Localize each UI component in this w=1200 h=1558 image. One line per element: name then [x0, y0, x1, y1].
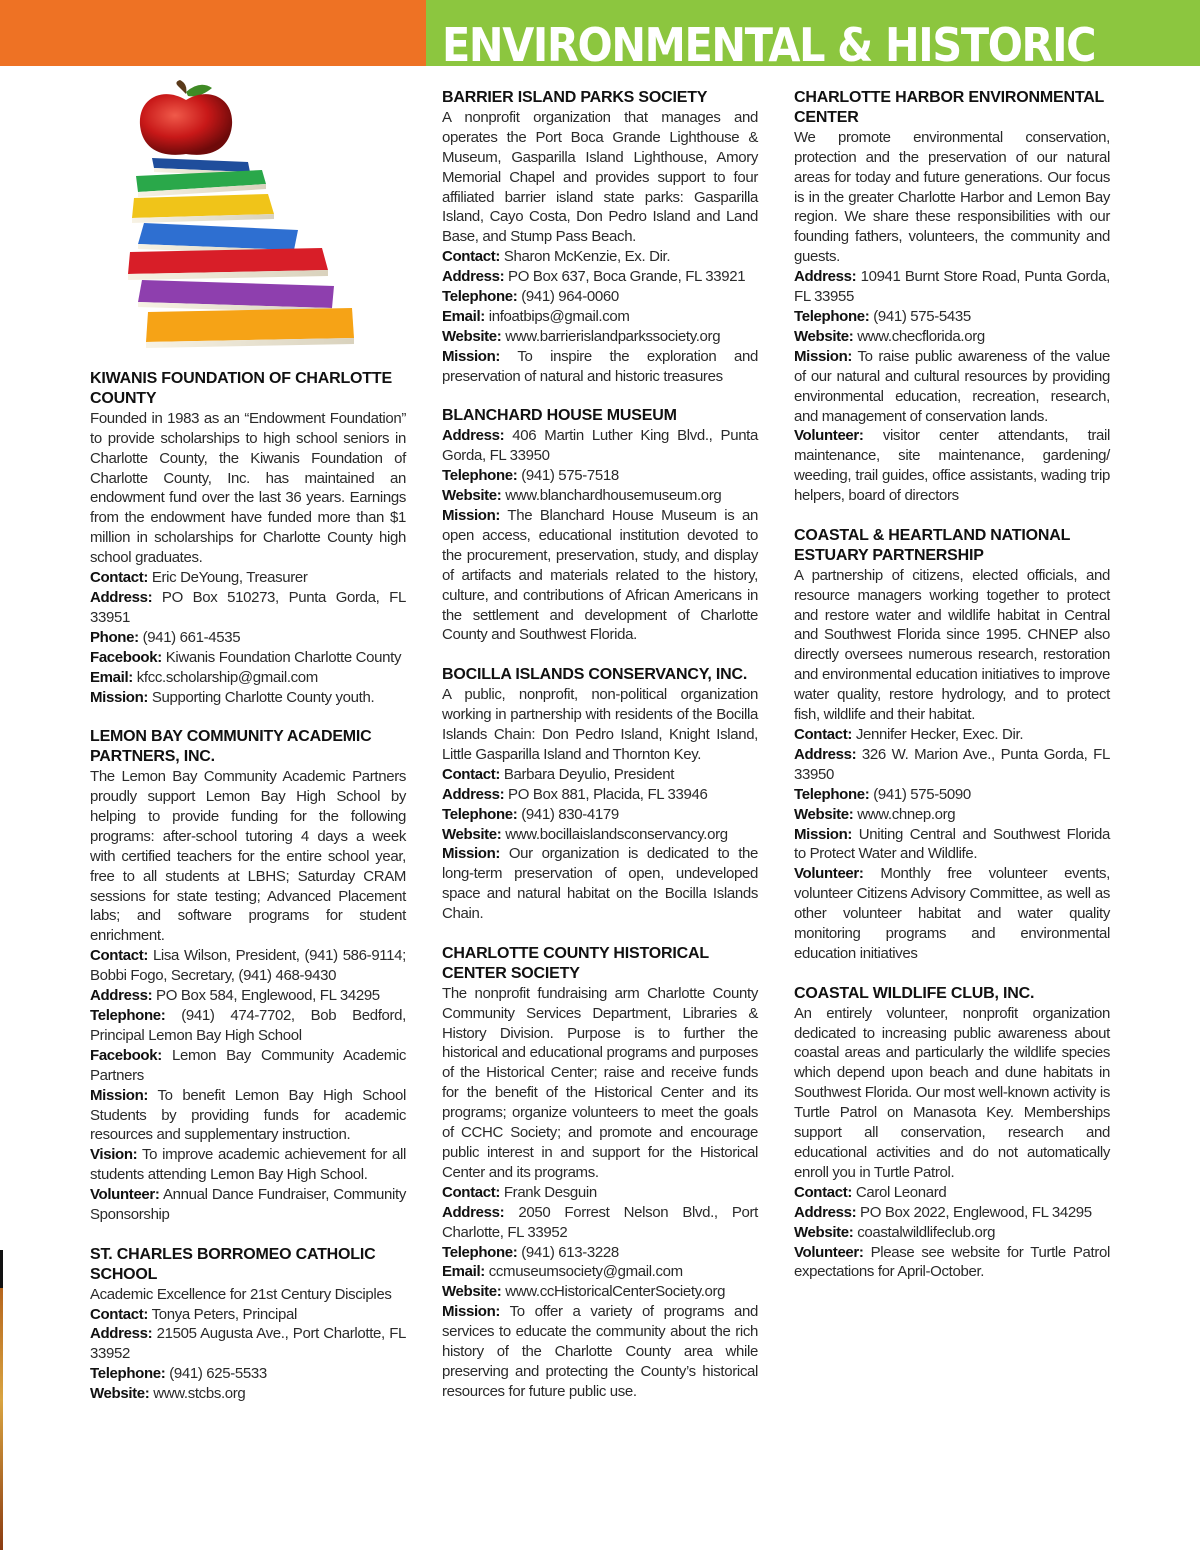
org-volunteer: Volunteer: Annual Dance Fundraiser, Community Sponsorship: [90, 1186, 406, 1224]
org-entry-chec: [794, 88, 1110, 506]
column-left: [90, 369, 406, 1424]
column-middle: [442, 88, 758, 1422]
org-contact: Contact: Tonya Peters, Principal: [90, 1305, 297, 1323]
header-band-orange: [0, 0, 426, 66]
org-title: LEMON BAY COMMUNITY ACADEMIC PARTNERS, INC.: [90, 728, 372, 766]
org-volunteer: Volunteer: visitor center attendants, trail maintenance, site maintenance, gardening/ weeding, trail guides, office assistants, wading trip helpers, board of directors: [794, 427, 1110, 505]
org-telephone: Telephone: (941) 964-0060: [442, 288, 619, 306]
org-description: A partnership of citizens, elected officials, and resource managers working together to protect and restore water and wildlife habitat in Central and Southwest Florida since 1995. CHNEP also directly oversees numerous research, restoration and environmental education initiatives to improve water quality, restore hydrology, and to protect fish, wildlife and their habitat.: [794, 566, 1110, 724]
org-title: BLANCHARD HOUSE MUSEUM: [442, 407, 677, 425]
org-telephone: Telephone: (941) 613-3228: [442, 1243, 619, 1261]
org-entry-coastal-wildlife: [794, 984, 1110, 1283]
org-facebook: Facebook: Kiwanis Foundation Charlotte County: [90, 648, 402, 666]
org-website: Website: www.checflorida.org: [794, 327, 985, 345]
org-address: Address: 21505 Augusta Ave., Port Charlotte, FL 33952: [90, 1325, 407, 1363]
org-entry-st-charles: [90, 1245, 406, 1404]
org-mission: Mission: Our organization is dedicated to the long-term preservation of open, undeveloped space and natural habitat on the Bocilla Islands Chain.: [442, 845, 758, 923]
org-contact: Contact: Eric DeYoung, Treasurer: [90, 569, 308, 587]
org-title: CHARLOTTE HARBOR ENVIRONMENTAL CENTER: [794, 89, 1104, 126]
org-title: ST. CHARLES BORROMEO CATHOLIC SCHOOL: [90, 1245, 376, 1283]
org-entry-bocilla: [442, 665, 758, 924]
org-address: Address: PO Box 2022, Englewood, FL 34295: [794, 1203, 1092, 1221]
org-telephone: Telephone: (941) 474-7702, Bob Bedford, Principal Lemon Bay High School: [90, 1006, 406, 1044]
org-mission: Mission: To benefit Lemon Bay High School Students by providing funds for academic resources and supplementary instruction.: [90, 1086, 407, 1144]
org-address: Address: 406 Martin Luther King Blvd., Punta Gorda, FL 33950: [442, 427, 758, 465]
org-address: Address: PO Box 584, Englewood, FL 34295: [90, 987, 380, 1005]
org-entry-blanchard: [442, 406, 758, 645]
org-contact: Contact: Jennifer Hecker, Exec. Dir.: [794, 725, 1024, 743]
org-description: A nonprofit organization that manages and operates the Port Boca Grande Lighthouse & Museum, Gasparilla Island Lighthouse, Amory Memorial Chapel and provides support to four affiliated barrier island state parks: Gasparilla Island, Cayo Costa, Don Pedro Island and Land Base, and Stump Pass Beach.: [442, 108, 758, 246]
org-description: Founded in 1983 as an “Endowment Foundation” to provide scholarships to high school seniors in Charlotte County, the Kiwanis Foundation of Charlotte County, Inc. has maintained an endowment fund over the last 36 years. Earnings from the endowment have funded more than $1 million in scholarships for Charlotte County high school graduates.: [90, 409, 406, 567]
org-title: COASTAL & HEARTLAND NATIONAL ESTUARY PARTNERSHIP: [794, 526, 1070, 564]
org-telephone: Telephone: (941) 625-5533: [90, 1365, 267, 1383]
org-vision: Vision: To improve academic achievement for all students attending Lemon Bay High School.: [90, 1146, 406, 1184]
org-volunteer: Volunteer: Please see website for Turtle Patrol expectations for April-October.: [794, 1243, 1110, 1281]
org-mission: Mission: Uniting Central and Southwest Florida to Protect Water and Wildlife.: [794, 825, 1111, 863]
org-contact: Contact: Frank Desguin: [442, 1183, 597, 1201]
org-description: We promote environmental conservation, protection and the preservation of our natural areas for today and future generations. Our focus is in the greater Charlotte Harbor and Lemon Bay region. We share these responsibilities with our founding fathers, volunteers, the community and guests.: [794, 128, 1110, 266]
org-website: Website: www.chnep.org: [794, 805, 956, 823]
org-mission: Mission: To offer a variety of programs and services to educate the community about the rich history of the Charlotte County area while preserving and protecting the County’s historical resources for future public use.: [442, 1303, 758, 1400]
org-description: An entirely volunteer, nonprofit organization dedicated to increasing public awareness about coastal areas and particularly the wildlife species which depend upon beach and dune habitats in Southwest Florida. Our most well-known activity is Turtle Patrol on Manasota Key. Memberships support all conservation, research and educational activities and do not automatically enroll you in Turtle Patrol.: [794, 1004, 1110, 1181]
org-entry-kiwanis: [90, 369, 406, 707]
org-title: KIWANIS FOUNDATION OF CHARLOTTE COUNTY: [90, 370, 392, 407]
org-contact: Contact: Carol Leonard: [794, 1183, 947, 1201]
org-phone: Phone: (941) 661-4535: [90, 628, 241, 646]
org-email: Email: kfcc.scholarship@gmail.com: [90, 668, 318, 686]
org-title: COASTAL WILDLIFE CLUB, INC.: [794, 984, 1035, 1002]
org-mission: Mission: To inspire the exploration and preservation of natural and historic treasures: [442, 347, 759, 385]
org-entry-cchc-society: [442, 944, 758, 1402]
page-edge-decoration: [0, 1250, 3, 1550]
org-address: Address: PO Box 637, Boca Grande, FL 33921: [442, 268, 746, 286]
org-description: The Lemon Bay Community Academic Partners proudly support Lemon Bay High School by helping to provide funding for the following programs: after-school tutoring 4 days a week with certified teachers for the entire school year, free to all students at LBHS; Saturday CRAM sessions for state testing; Advanced Placement labs; and software programs for student enrichment.: [90, 768, 406, 945]
org-website: Website: www.blanchardhousemuseum.org: [442, 487, 722, 505]
org-address: Address: 2050 Forrest Nelson Blvd., Port Charlotte, FL 33952: [442, 1203, 758, 1241]
org-website: Website: www.bocillaislandsconservancy.org: [442, 825, 728, 843]
org-address: Address: 326 W. Marion Ave., Punta Gorda, FL 33950: [794, 745, 1110, 783]
org-facebook: Facebook: Lemon Bay Community Academic Partners: [90, 1046, 406, 1084]
org-description: Academic Excellence for 21st Century Disciples: [90, 1285, 392, 1303]
org-title: BOCILLA ISLANDS CONSERVANCY, INC.: [442, 666, 748, 684]
org-telephone: Telephone: (941) 575-7518: [442, 467, 619, 485]
org-description: The nonprofit fundraising arm Charlotte County Community Services Department, Libraries & History Division. Purpose is to further the historical and educational programs and purposes of the Historical Center; raise and receive funds for the benefit of the Historical Center and its programs; organize volunteers to meet the goals of CCHC Society; and promote and encourage public interest in and support for the Historical Center and its programs.: [442, 984, 758, 1181]
org-title: BARRIER ISLAND PARKS SOCIETY: [442, 89, 708, 106]
org-mission: Mission: To raise public awareness of the value of our natural and cultural resources by providing environmental education, recreation, research, and management of conservation lands.: [794, 347, 1111, 425]
org-contact: Contact: Barbara Deyulio, President: [442, 765, 675, 783]
org-email: Email: ccmuseumsociety@gmail.com: [442, 1263, 683, 1281]
org-entry-lemon-bay: [90, 727, 406, 1225]
org-entry-barrier-island: [442, 88, 758, 387]
org-website: Website: www.stcbs.org: [90, 1385, 246, 1403]
org-email: Email: infoatbips@gmail.com: [442, 307, 630, 325]
org-mission: Mission: The Blanchard House Museum is an open access, educational institution devoted to the procurement, preservation, study, and display of artifacts and materials related to the history, culture, and contributions of African Americans in the settlement and development of Charlotte County and Southwest Florida.: [442, 507, 758, 644]
org-address: Address: PO Box 510273, Punta Gorda, FL 33951: [90, 588, 406, 626]
org-website: Website: www.barrierislandparkssociety.org: [442, 327, 721, 345]
org-website: Website: coastalwildlifeclub.org: [794, 1223, 996, 1241]
org-website: Website: www.ccHistoricalCenterSociety.org: [442, 1283, 726, 1301]
apple-on-book-stack-icon: [108, 80, 358, 352]
org-telephone: Telephone: (941) 575-5435: [794, 307, 971, 325]
org-address: Address: PO Box 881, Placida, FL 33946: [442, 785, 708, 803]
org-volunteer: Volunteer: Monthly free volunteer events, volunteer Citizens Advisory Committee, as well as other volunteer habitat and water quality monitoring programs and environmental education initiatives: [794, 865, 1110, 962]
org-contact: Contact: Lisa Wilson, President, (941) 586-9114; Bobbi Fogo, Secretary, (941) 468-9430: [90, 947, 406, 985]
org-contact: Contact: Sharon McKenzie, Ex. Dir.: [442, 248, 671, 266]
org-mission: Mission: Supporting Charlotte County youth.: [90, 688, 375, 706]
column-right: [794, 88, 1110, 1302]
org-title: CHARLOTTE COUNTY HISTORICAL CENTER SOCIETY: [442, 944, 709, 982]
org-description: A public, nonprofit, non-political organization working in partnership with residents of the Bocilla Islands Chain: Don Pedro Island, Knight Island, Little Gasparilla Island and Thornton Key.: [442, 686, 758, 763]
org-address: Address: 10941 Burnt Store Road, Punta Gorda, FL 33955: [794, 268, 1110, 306]
org-telephone: Telephone: (941) 575-5090: [794, 785, 971, 803]
page-title: ENVIRONMENTAL & HISTORIC: [442, 18, 1096, 72]
org-entry-chnep: [794, 526, 1110, 964]
org-telephone: Telephone: (941) 830-4179: [442, 805, 619, 823]
